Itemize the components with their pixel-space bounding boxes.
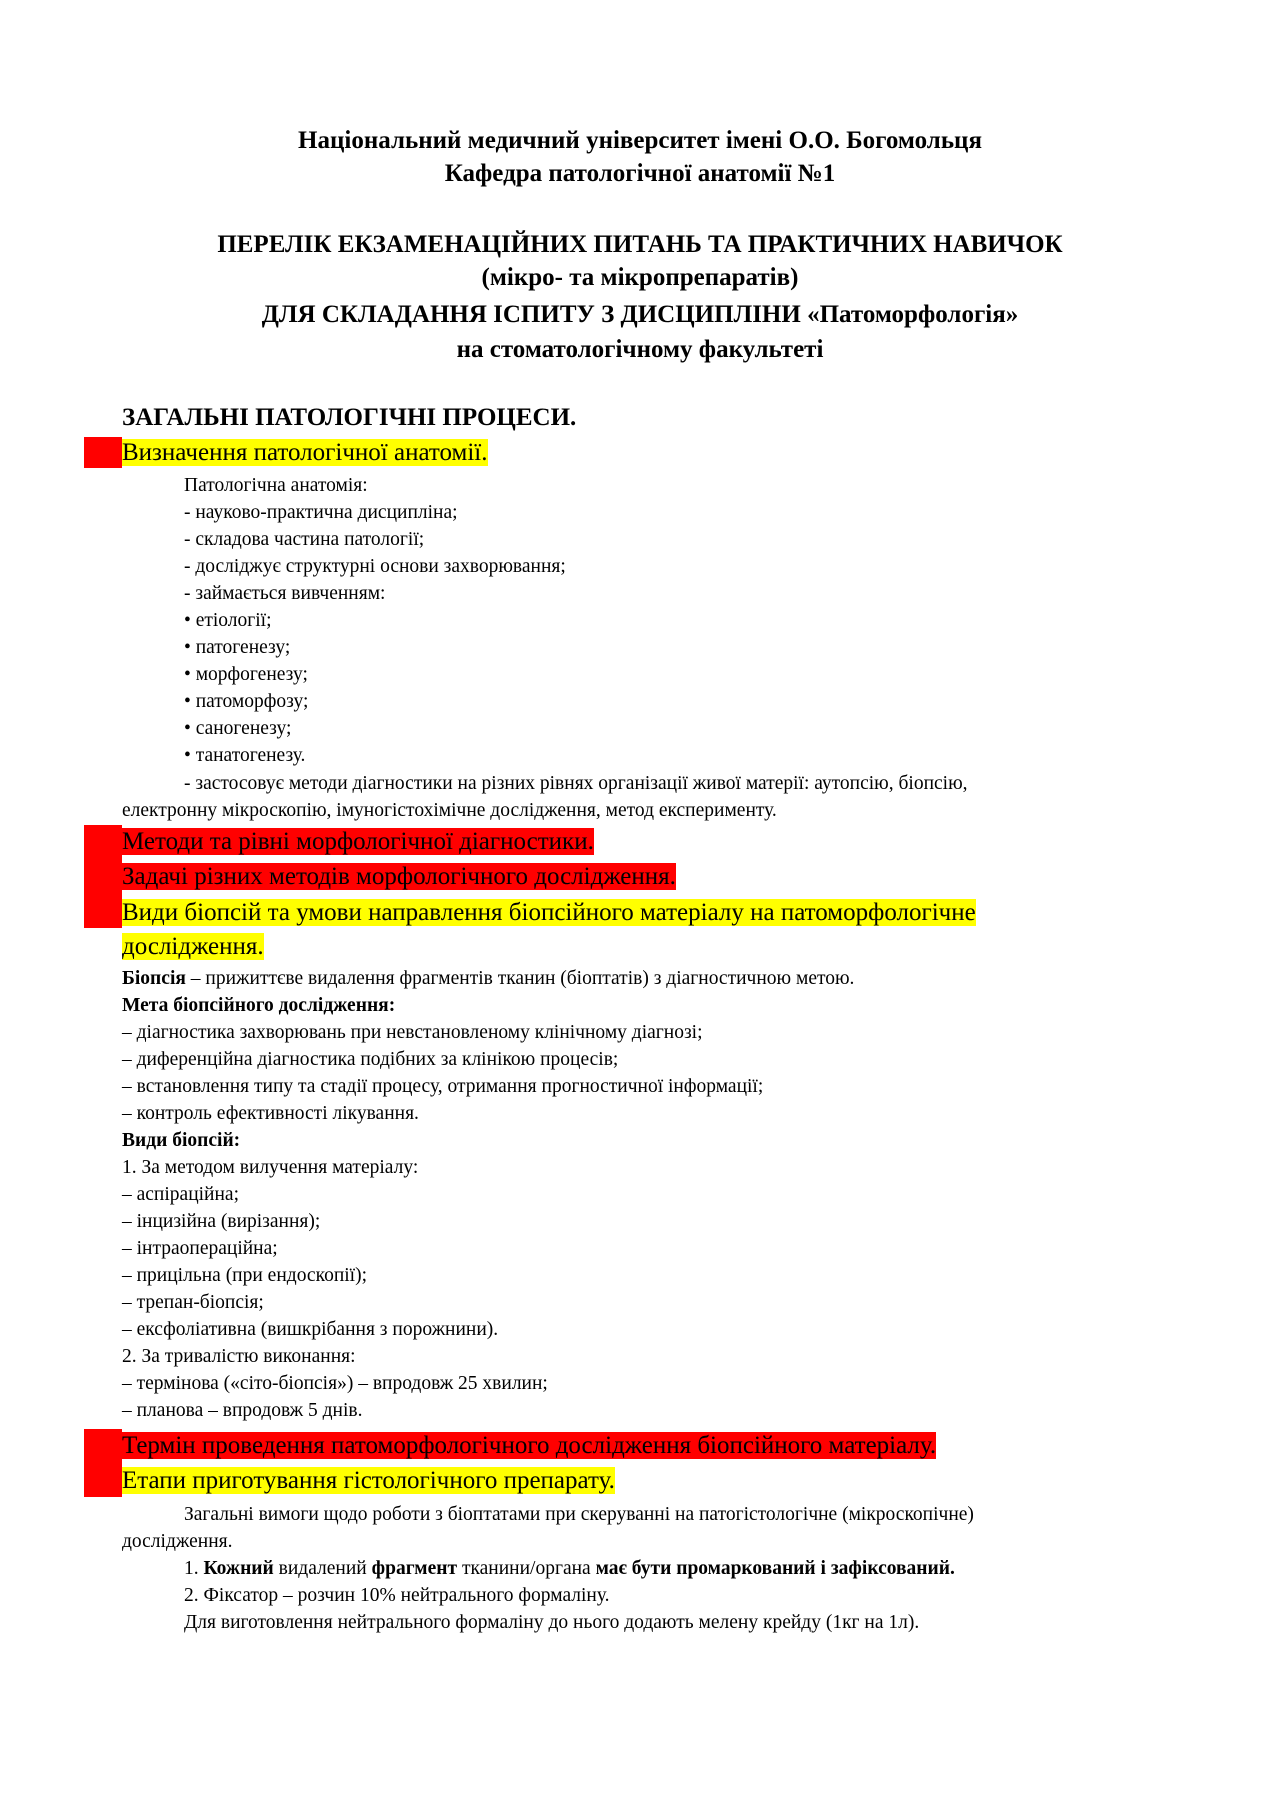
biopsy-type: 1. За методом вилучення матеріалу:	[122, 1157, 419, 1178]
anatomy-item: • морфогенезу;	[184, 664, 308, 685]
anatomy-item: • етіології;	[184, 610, 272, 631]
question-marker	[84, 437, 122, 468]
biopsy-type: – трепан-біопсія;	[122, 1292, 264, 1313]
anatomy-item: - займається вивченням:	[184, 583, 386, 604]
anatomy-intro: Патологічна анатомія:	[184, 475, 368, 496]
prep-requirements-line-2: дослідження.	[122, 1531, 233, 1552]
department-name: Кафедра патологічної анатомії №1	[444, 160, 836, 187]
biopsy-definition	[122, 966, 854, 992]
anatomy-item: - досліджує структурні основи захворювання;	[184, 556, 566, 577]
question-4-text: Види біопсій та умови направлення біопсійного матеріалу на патоморфологічне	[122, 899, 976, 926]
title-line-4: на стоматологічному факультеті	[456, 336, 824, 363]
biopsy-types-heading: Види біопсій:	[122, 1130, 241, 1151]
prep-requirements-line-1: Загальні вимоги щодо роботи з біоптатами при скеруванні на патогістологічне (мікроскопічне)	[184, 1504, 974, 1525]
question-3-text: Задачі різних методів морфологічного дослідження.	[122, 863, 676, 890]
question-3	[122, 861, 676, 892]
question-marker	[84, 1429, 122, 1497]
title-line-1: ПЕРЕЛІК ЕКЗАМЕНАЦІЙНИХ ПИТАНЬ ТА ПРАКТИЧНИХ НАВИЧОК	[217, 231, 1063, 258]
anatomy-item: • танатогенезу.	[184, 745, 306, 766]
prep-rule-1-num: 1.	[184, 1558, 204, 1579]
title-line-2: (мікро- та мікропрепаратів)	[481, 264, 799, 291]
biopsy-goal: – встановлення типу та стадії процесу, отримання прогностичної інформації;	[122, 1076, 764, 1097]
biopsy-term: Біопсія	[122, 968, 186, 989]
anatomy-item: • саногенезу;	[184, 718, 292, 739]
anatomy-methods-line-2: електронну мікроскопію, імуногістохімічне дослідження, метод експерименту.	[122, 800, 777, 821]
question-2	[122, 826, 594, 857]
biopsy-type: – інцизійна (вирізання);	[122, 1211, 321, 1232]
question-1-text: Визначення патологічної анатомії.	[122, 439, 488, 466]
biopsy-goal: – диференційна діагностика подібних за клінікою процесів;	[122, 1049, 619, 1070]
prep-rule-2: 2. Фіксатор – розчин 10% нейтрального формаліну.	[184, 1585, 610, 1606]
anatomy-item: • патогенезу;	[184, 637, 291, 658]
title-line-3: ДЛЯ СКЛАДАННЯ ІСПИТУ З ДИСЦИПЛІНИ «Патоморфологія»	[261, 301, 1019, 328]
biopsy-type: – аспіраційна;	[122, 1184, 239, 1205]
question-6-text: Етапи приготування гістологічного препарату.	[122, 1467, 615, 1494]
biopsy-type: 2. За тривалістю виконання:	[122, 1346, 356, 1367]
question-4-text-cont: дослідження.	[122, 933, 264, 960]
prep-rule-1-text: тканини/органа	[457, 1558, 596, 1579]
prep-rule-1-bold: має бути промаркований і зафіксований.	[595, 1558, 955, 1579]
biopsy-type: – прицільна (при ендоскопії);	[122, 1265, 367, 1286]
biopsy-type: – інтраопераційна;	[122, 1238, 278, 1259]
question-5-text: Термін проведення патоморфологічного дослідження біопсійного матеріалу.	[122, 1432, 937, 1459]
prep-rule-3: Для виготовлення нейтрального формаліну до нього додають мелену крейду (1кг на 1л).	[184, 1612, 920, 1633]
university-name: Національний медичний університет імені О.О. Богомольця	[298, 127, 982, 154]
biopsy-goal: – діагностика захворювань при невстановленому клінічному діагнозі;	[122, 1022, 703, 1043]
question-2-text: Методи та рівні морфологічної діагностики.	[122, 828, 594, 855]
prep-rule-1-bold: Кожний	[203, 1558, 274, 1579]
question-4	[122, 897, 976, 928]
question-4-cont	[122, 931, 264, 962]
question-marker	[84, 825, 122, 928]
biopsy-type: – термінова («сіто-біопсія») – впродовж 25 хвилин;	[122, 1373, 548, 1394]
biopsy-type: – ексфоліативна (вишкрібання з порожнини).	[122, 1319, 499, 1340]
biopsy-goal-heading: Мета біопсійного дослідження:	[122, 995, 396, 1016]
anatomy-item: • патоморфозу;	[184, 691, 309, 712]
section-heading: ЗАГАЛЬНІ ПАТОЛОГІЧНІ ПРОЦЕСИ.	[122, 404, 577, 431]
anatomy-item: - складова частина патології;	[184, 529, 425, 550]
anatomy-item: - науково-практична дисципліна;	[184, 502, 458, 523]
question-6	[122, 1465, 615, 1496]
prep-rule-1	[184, 1556, 955, 1582]
anatomy-methods-line-1: - застосовує методи діагностики на різних рівнях організації живої матерії: аутопсію, біопсію,	[184, 773, 968, 794]
biopsy-definition-text: – прижиттєве видалення фрагментів тканин (біоптатів) з діагностичною метою.	[185, 968, 855, 989]
prep-rule-1-bold: фрагмент	[371, 1558, 458, 1579]
question-5	[122, 1430, 936, 1461]
biopsy-type: – планова – впродовж 5 днів.	[122, 1400, 363, 1421]
biopsy-goal: – контроль ефективності лікування.	[122, 1103, 419, 1124]
question-1	[122, 437, 488, 468]
prep-rule-1-text: видалений	[273, 1558, 372, 1579]
